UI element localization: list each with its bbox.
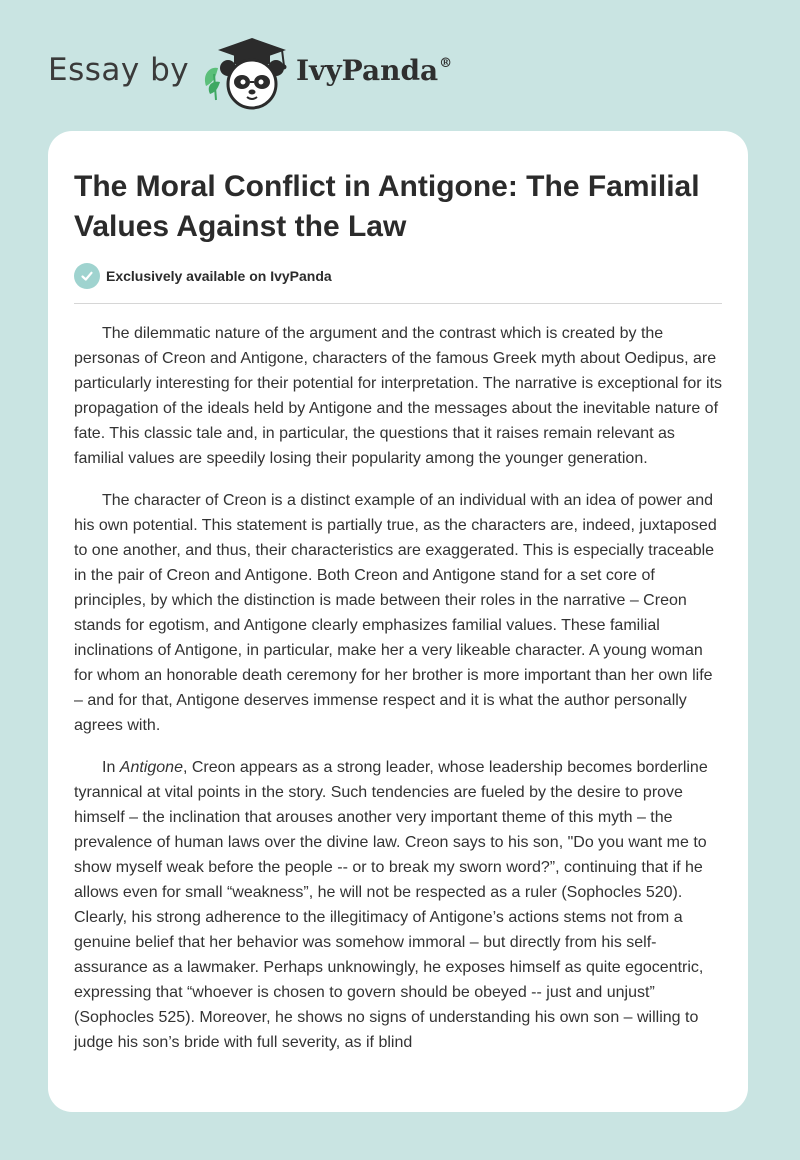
divider: [74, 303, 722, 304]
paragraph-text: , Creon appears as a strong leader, whose leadership becomes borderline tyrannical at vital points in the story. Such tendencies are fueled by the desire to prove himself – the inclination that arouses another very important theme of this myth – the prevalence of human laws over the divine law. Creon says to his son, "Do you want me to show myself weak before the people -- or to break my sworn word?”, continuing that if he allows even for small “weakness”, he will not be respected as a ruler (Sophocles 520). Clearly, his strong adherence to the illegitimacy of Antigone’s actions stems not from a genuine belief that her behavior was somehow immoral – but directly from his self-assurance as a lawmaker. Perhaps unknowingly, he exposes himself as quite egocentric, expressing that “whoever is chosen to govern should be obeyed -- just and unjust” (Sophocles 525). Moreover, he shows no signs of understanding his own son – willing to judge his son’s bride with full severity, as if blind: [74, 759, 708, 1051]
essay-body: [74, 321, 724, 1072]
check-circle-icon: [74, 263, 100, 289]
brand-name[interactable]: [296, 54, 452, 87]
site-header: [0, 0, 800, 130]
brand-label: IvyPanda: [296, 54, 439, 87]
paragraph-prefix: In: [102, 759, 120, 776]
paragraph: The character of Creon is a distinct example of an individual with an idea of power and his own potential. This statement is partially true, as the characters are, indeed, juxtaposed to one another, and thus, their characteristics are exaggerated. This is especially traceable in the pair of Creon and Antigone. Both Creon and Antigone stand for a set core of principles, by which the distinction is made between their roles in the narrative – Creon stands for egotism, and Antigone clearly emphasizes familial values. These familial inclinations of Antigone, in particular, make her a very likeable character. A young woman for whom an honorable death ceremony for her brother is more important than her own life – and for that, Antigone deserves immense respect and it is what the author personally agrees with.: [74, 492, 717, 734]
paragraph: The dilemmatic nature of the argument and the contrast which is created by the personas of Creon and Antigone, characters of the famous Greek myth about Oedipus, are particularly interesting for their potential for interpretation. The narrative is exceptional for its propagation of the ideals held by Antigone and the messages about the inevitable nature of fate. This classic tale and, in particular, the questions that it raises remain relevant as familial values are speedily losing their popularity among the younger generation.: [74, 325, 723, 467]
work-title: Antigone: [119, 759, 183, 776]
essay-card: [48, 131, 748, 1112]
registered-mark: ®: [439, 56, 453, 71]
essay-by-label: Essay by: [48, 52, 190, 88]
exclusive-badge-label: Exclusively available on IvyPanda: [106, 268, 332, 284]
paragraph: [74, 755, 724, 1055]
panda-logo-icon[interactable]: [200, 34, 292, 110]
exclusive-badge: [74, 263, 332, 289]
essay-title: The Moral Conflict in Antigone: The Familial Values Against the Law: [74, 170, 700, 243]
